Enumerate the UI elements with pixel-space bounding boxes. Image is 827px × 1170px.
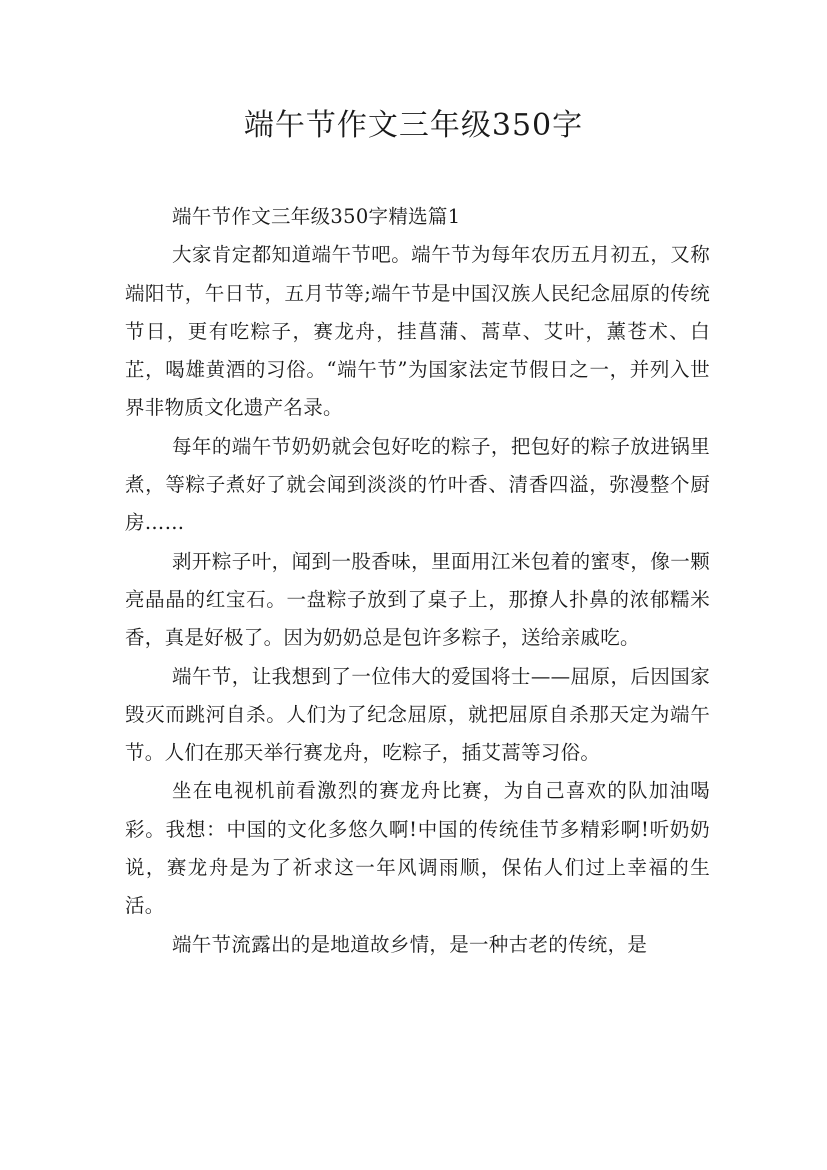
paragraph-6: 端午节流露出的是地道故乡情，是一种古老的传统，是	[172, 932, 648, 956]
paragraph-1: 大家肯定都知道端午节吧。端午节为每年农历五月初五，又称端阳节，午日节，五月节等;端午节是中国汉族人民纪念屈原的传统节日，更有吃粽子，赛龙舟，挂菖蒲、蒿草、艾叶，薰苍术、白芷，喝雄黄酒的习俗。“端午节”为国家法定节假日之一，并列入世界非物质文化遗产名录。	[125, 243, 710, 420]
paragraph-2: 每年的端午节奶奶就会包好吃的粽子，把包好的粽子放进锅里煮，等粽子煮好了就会闻到淡淡的竹叶香、清香四溢，弥漫整个厨房……	[125, 434, 710, 535]
paragraph-4: 端午节，让我想到了一位伟大的爱国将士——屈原，后因国家毁灭而跳河自杀。人们为了纪念屈原，就把屈原自杀那天定为端午节。人们在那天举行赛龙舟，吃粽子，插艾蒿等习俗。	[125, 664, 710, 765]
paragraph-5: 坐在电视机前看激烈的赛龙舟比赛，为自己喜欢的队加油喝彩。我想：中国的文化多悠久啊!中国的传统佳节多精彩啊!听奶奶说，赛龙舟是为了祈求这一年风调雨顺，保佑人们过上幸福的生活。	[125, 779, 710, 918]
document-body	[125, 198, 710, 964]
section-heading: 端午节作文三年级350字精选篇1	[172, 205, 461, 228]
paragraph-3: 剥开粽子叶，闻到一股香味，里面用江米包着的蜜枣，像一颗亮晶晶的红宝石。一盘粽子放到了桌子上，那撩人扑鼻的浓郁糯米香，真是好极了。因为奶奶总是包许多粽子，送给亲戚吃。	[125, 549, 710, 650]
document-title: 端午节作文三年级350字	[243, 108, 584, 143]
